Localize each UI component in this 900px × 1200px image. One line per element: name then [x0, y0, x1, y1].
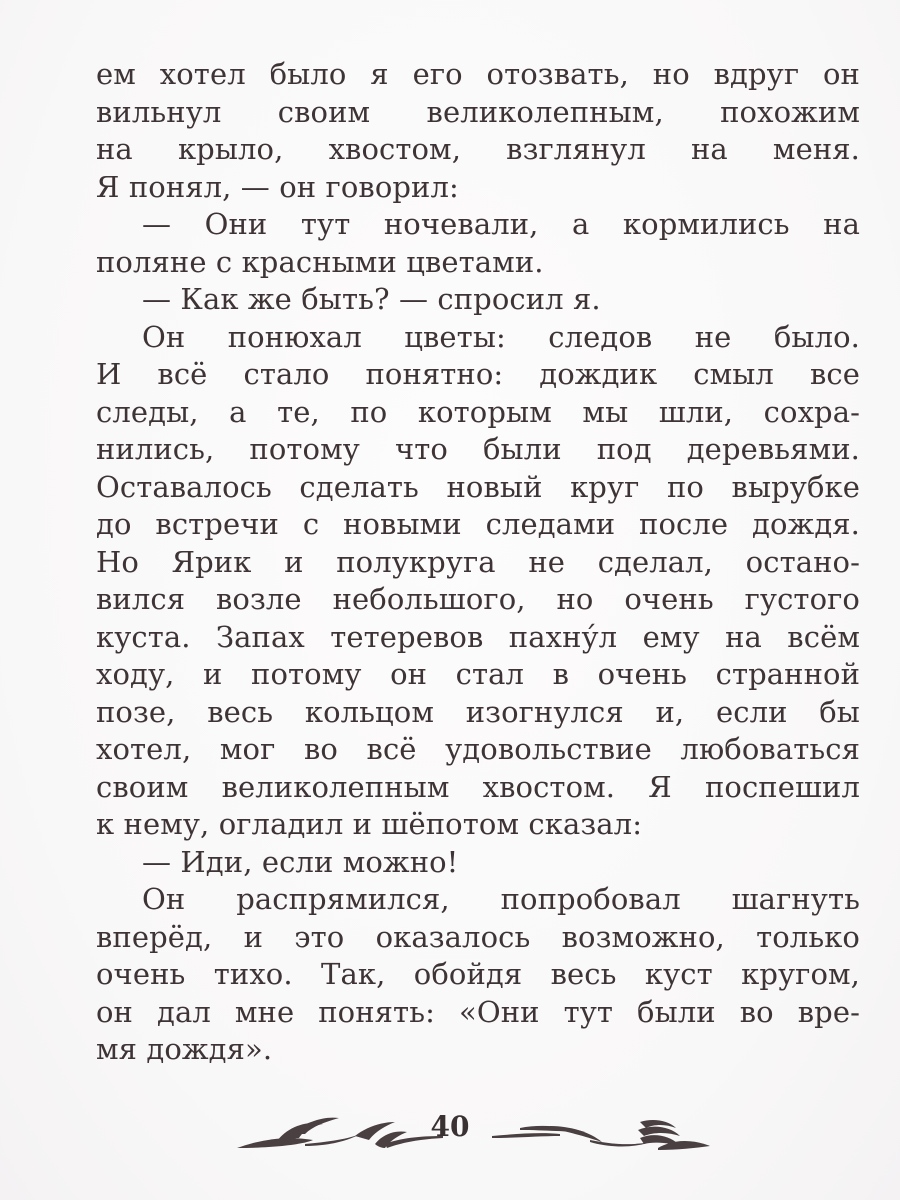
text-line: Он понюхал цветы: следов не было. — [142, 319, 860, 354]
text-line: следы, а те, по которым мы шли, сохра- — [96, 394, 860, 429]
text-line: — Иди, если можно! — [142, 844, 459, 879]
text-line: хотел, мог во всё удовольствие любоваться — [96, 732, 860, 766]
text-line: позе, весь кольцом изогнулся и, если бы — [96, 694, 860, 729]
text-line: на крыло, хвостом, взглянул на меня. — [96, 132, 860, 166]
text-line: Оставалось сделать новый круг по вырубке — [96, 469, 860, 504]
text-line: Но Ярик и полукруга не сделал, остано- — [96, 544, 860, 579]
text-line: мя дождя». — [96, 1032, 273, 1066]
text-line: своим великолепным хвостом. Я поспешил — [96, 769, 860, 804]
text-line: вильнул своим великолепным, похожим — [96, 94, 860, 129]
text-line: ем хотел было я его отозвать, но вдруг он — [96, 57, 860, 91]
text-line: вился возле небольшого, но очень густого — [96, 582, 860, 616]
text-line: поляне с красными цветами. — [96, 244, 544, 279]
text-line: Он распрямился, попробовал шагнуть — [142, 882, 860, 916]
text-line: очень тихо. Так, обойдя весь куст кругом, — [96, 957, 860, 991]
text-line: нились, потому что были под деревьями. — [96, 432, 860, 466]
text-line: Я понял, — он говорил: — [96, 169, 459, 204]
body-text — [96, 56, 860, 1069]
text-line: И всё стало понятно: дождик смыл все — [96, 357, 860, 391]
page-number: 40 — [430, 1110, 470, 1143]
text-line: вперёд, и это оказалось возможно, только — [96, 919, 860, 954]
text-line: к нему, огладил и шёпотом сказал: — [96, 807, 643, 841]
page-footer — [0, 1108, 900, 1168]
text-line: — Они тут ночевали, а кормились на — [142, 207, 860, 241]
text-line: он дал мне понять: «Они тут были во вре- — [96, 994, 860, 1029]
text-line: ходу, и потому он стал в очень странной — [96, 657, 860, 691]
text-line: — Как же быть? — спросил я. — [142, 282, 601, 316]
text-line: куста. Запах тетеревов пахну́л ему на всём — [96, 619, 860, 654]
text-line: до встречи с новыми следами после дождя. — [96, 507, 860, 541]
floral-flourish-right-icon — [490, 1114, 712, 1154]
